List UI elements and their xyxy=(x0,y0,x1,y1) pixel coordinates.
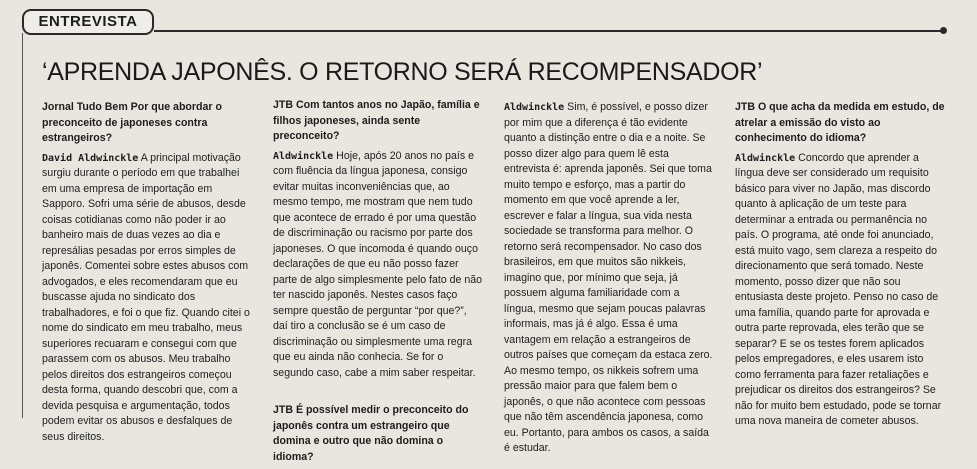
column-1 xyxy=(42,100,252,449)
question: JTB Com tantos anos no Japão, família e filhos japoneses, ainda sente preconceito? xyxy=(273,99,480,142)
column-3 xyxy=(504,100,714,461)
left-rule xyxy=(22,33,23,418)
paragraph-gap xyxy=(273,385,483,403)
answer xyxy=(42,151,252,446)
answer-text: Hoje, após 20 anos no país e com fluência da língua japonesa, consigo evitar muitas inconveniências que, ao mesmo tempo, me mostram que nem tudo que acontece de errado é por uma questão de discriminação ou racismo por parte dos japoneses. O que incomoda é quando ouço declarações de que eu não posso fazer parte de algo simplesmente pelo fato de não ter nascido japonês. Nestes casos faço sempre questão de perguntar “por que?”, daí tiro a conclusão se é um caso de discriminação ou simplesmente uma regra que eu ainda não conhecia. Se for o segundo caso, cabe a mim saber respeitar. xyxy=(273,149,483,379)
speaker-name: Aldwinckle xyxy=(273,150,334,162)
column-2 xyxy=(273,98,483,469)
answer xyxy=(504,100,714,457)
speaker-name: David Aldwinckle xyxy=(42,152,139,164)
speaker-name: Aldwinckle xyxy=(504,102,565,113)
header-rule xyxy=(154,30,944,32)
answer-text: Sim, é possível, e posso dizer por mim que a diferença é tão evidente quanto a distinção entre o dia e a noite. Se posso dizer algo para quem lê esta entrevista é: aprenda japonês. Sei que toma muito tempo e esforço, mas a partir do momento em que você aprende a ler, escrever e falar a língua, sua vida nesta sociedade se transforma para melhor. O retorno será recompensador. No caso dos brasileiros, em que muitos são nikkeis, imagino que, por mínimo que seja, já possuem alguma familiaridade com a língua, mesmo que sejam poucas palavras informais, mas já é algo. Essa é uma vantagem em relação a estrangeiros de outros países que começam da estaca zero. Ao mesmo tempo, os nikkeis sofrem uma pressão maior para que falem bem o japonês, o que não acontece com pessoas que não têm ascendência japonesa, como eu. Portanto, para ambos os casos, a saída é estudar. xyxy=(504,101,713,454)
speaker-name: Aldwinckle xyxy=(735,152,796,164)
question: JTB É possível medir o preconceito do japonês contra um estrangeiro que domina e outro que não domina o idioma? xyxy=(273,404,469,463)
question: JTB O que acha da medida em estudo, de atrelar a emissão do visto ao conhecimento do idioma? xyxy=(735,101,945,144)
rule-end-dot xyxy=(940,27,947,34)
answer-text: Concordo que aprender a língua deve ser considerado um requisito básico para viver no Japão, mas discordo quanto à aplicação de um teste para determinar a entrada ou permanência no país. O programa, até onde foi anunciado, está muito vago, sem clareza a respeito do direcionamento que será tomado. Neste momento, posso dizer que não sou entusiasta deste projeto. Penso no caso de uma família, quando parte for aprovada e outra parte reprovada, eles terão que se separar? E se os testes forem aplicados pelos empregadores, e eles usarem isto como ferramenta para fazer retaliações e prejudicar os direitos dos estrangeiros? Se não for muito bem estudado, pode se tornar uma nova maneira de cometer abusos. xyxy=(735,151,942,427)
section-label: ENTREVISTA xyxy=(22,9,154,35)
answer xyxy=(273,149,483,382)
answer xyxy=(735,151,945,430)
headline: ‘APRENDA JAPONÊS. O RETORNO SERÁ RECOMPENSADOR’ xyxy=(42,58,763,86)
answer-text: A principal motivação surgiu durante o período em que trabalhei em uma empresa de importação em Sapporo. Sofri uma série de abusos, desde coisas cotidianas como não poder ir ao banheiro mais de duas vezes ao dia e represálias pesadas por erros simples de japonês. Comentei sobre estes abusos com advogados, e eles recomendaram que eu buscasse ajuda no sindicato dos trabalhadores, e foi o que fiz. Quando citei o nome do sindicato em meu trabalho, meus superiores recuaram e consegui com que parassem com os abusos. Meu trabalho pelos direitos dos estrangeiros começou desta forma, quando descobri que, com a devida pesquisa e argumentação, todos podem evitar os abusos e desfalques de seus direitos. xyxy=(42,151,250,443)
column-4 xyxy=(735,100,945,434)
question: Jornal Tudo Bem Por que abordar o preconceito de japoneses contra estrangeiros? xyxy=(42,101,222,144)
